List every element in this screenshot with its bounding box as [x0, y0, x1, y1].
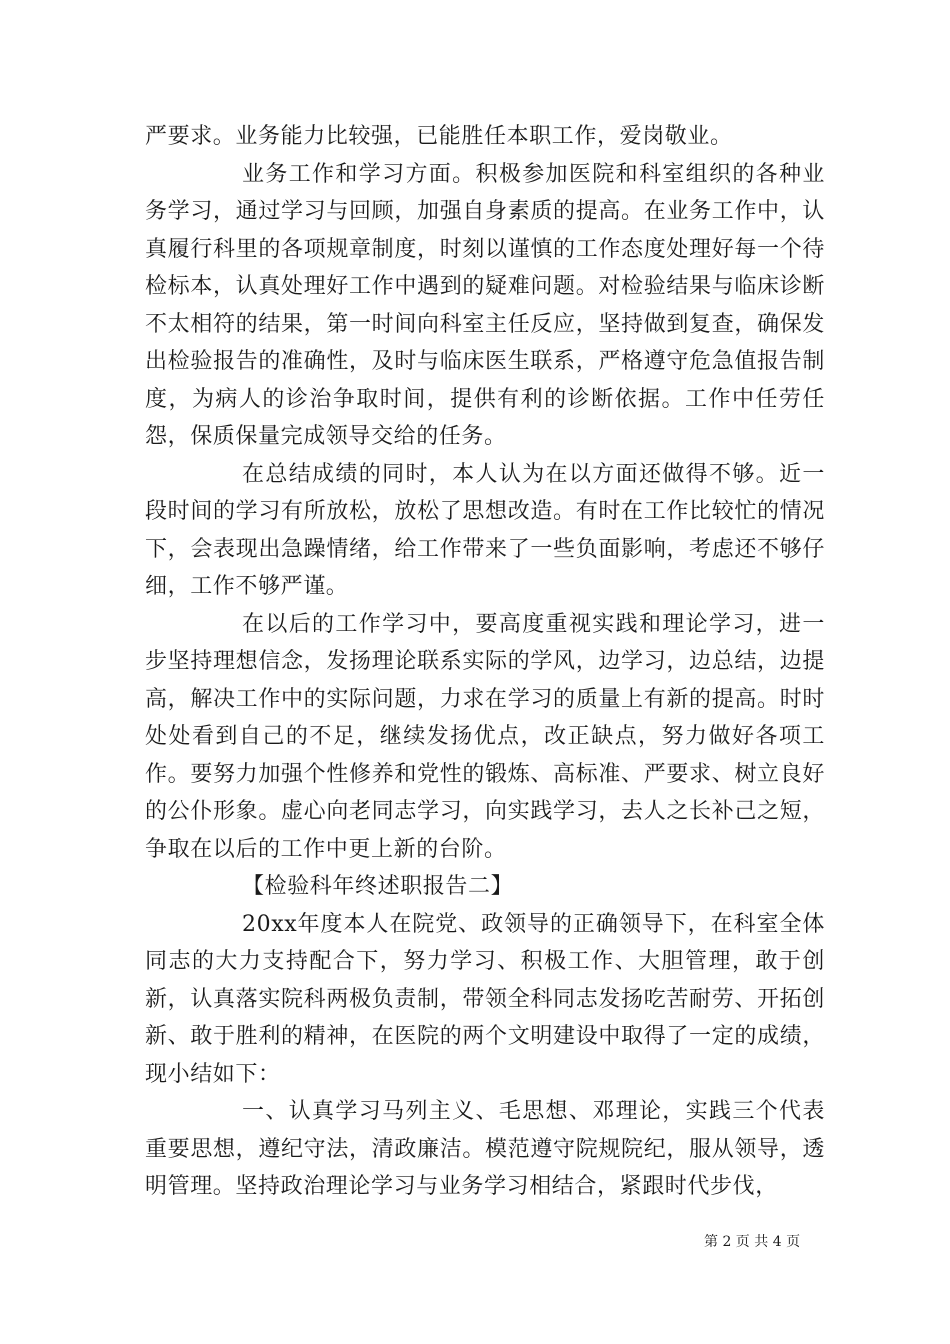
paragraph-shortcomings: 在总结成绩的同时，本人认为在以方面还做得不够。近一段时间的学习有所放松，放松了思想改造。有时在工作比较忙的情况下，会表现出急躁情绪，给工作带来了一些负面影响，考虑还不够仔细，工作不够严谨。 [145, 461, 825, 599]
section-heading: 【检验科年终述职报告二】 [242, 874, 514, 899]
paragraph-future-plans: 在以后的工作学习中，要高度重视实践和理论学习，进一步坚持理想信念，发扬理论联系实际的学风，边学习，边总结，边提高，解决工作中的实际问题，力求在学习的质量上有新的提高。时时处处看到自己的不足，继续发扬优点，改正缺点，努力做好各项工作。要努力加强个性修养和党性的锻炼、高标准、严要求、树立良好的公仆形象。虚心向老同志学习，向实践学习，去人之长补己之短，争取在以后的工作中更上新的台阶。 [145, 611, 825, 862]
paragraph-continuation: 严要求。业务能力比较强，已能胜任本职工作，爱岗敬业。 [145, 124, 733, 149]
paragraph-item-one: 一、认真学习马列主义、毛思想、邓理论，实践三个代表重要思想，遵纪守法，清政廉洁。模范遵守院规院纪，服从领导，透明管理。坚持政治理论学习与业务学习相结合，紧跟时代步伐， [145, 1099, 825, 1199]
paragraph-work-study: 业务工作和学习方面。积极参加医院和科室组织的各种业务学习，通过学习与回顾，加强自身素质的提高。在业务工作中，认真履行科里的各项规章制度，时刻以谨慎的工作态度处理好每一个待检标本，认真处理好工作中遇到的疑难问题。对检验结果与临床诊断不太相符的结果，第一时间向科室主任反应，坚持做到复查，确保发出检验报告的准确性，及时与临床医生联系，严格遵守危急值报告制度，为病人的诊治争取时间，提供有利的诊断依据。工作中任劳任怨，保质保量完成领导交给的任务。 [145, 161, 825, 449]
paragraph-annual-summary: 20xx年度本人在院党、政领导的正确领导下，在科室全体同志的大力支持配合下，努力学习、积极工作、大胆管理，敢于创新，认真落实院科两极负责制，带领全科同志发扬吃苦耐劳、开拓创新、敢于胜利的精神，在医院的两个文明建设中取得了一定的成绩，现小结如下： [145, 911, 825, 1087]
page-number: 第 2 页 共 4 页 [704, 1234, 801, 1250]
document-body [145, 118, 825, 1206]
